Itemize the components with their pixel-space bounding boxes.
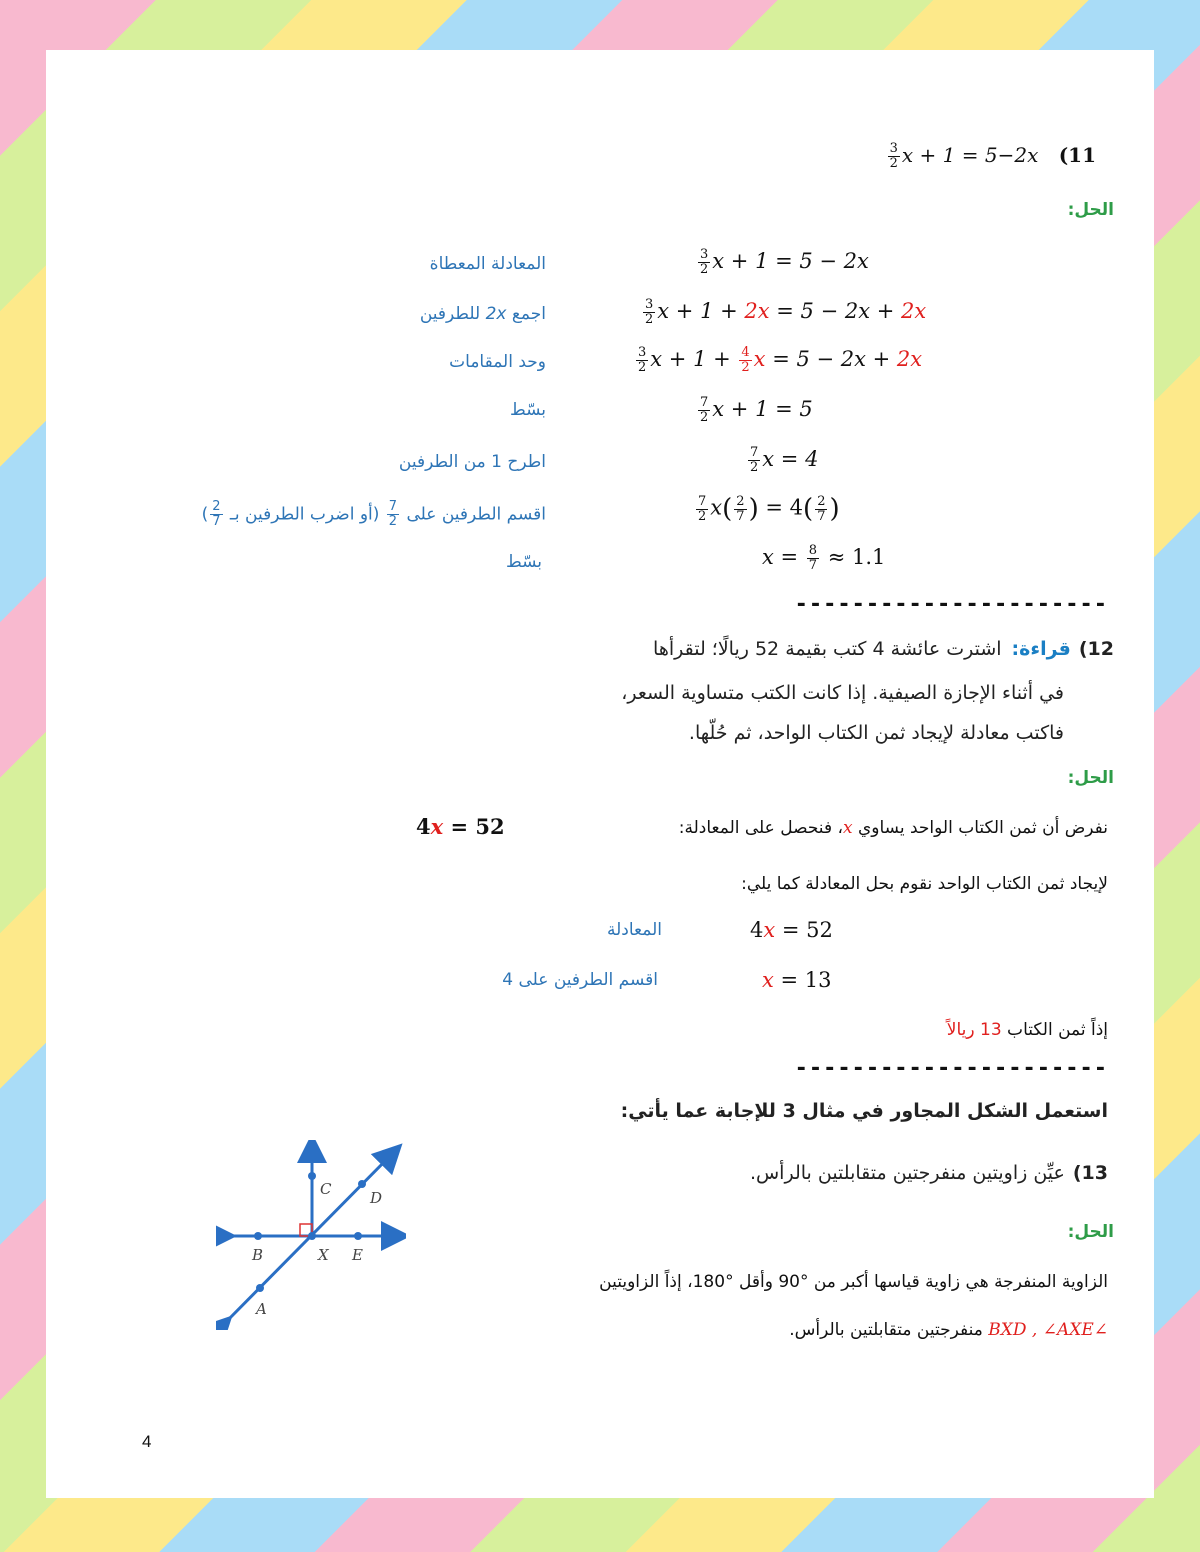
angle-figure (216, 1140, 406, 1330)
q12-step-2-eq: x = 13 (762, 968, 832, 992)
q11-note-7: بسّط (505, 552, 542, 572)
point-d (358, 1180, 366, 1188)
point-e (354, 1232, 362, 1240)
q12-method: لإيجاد ثمن الكتاب الواحد نقوم بحل المعادلة كما يلي: (741, 874, 1108, 894)
q12-line-1: 12)قراءة:اشترت عائشة 4 كتب بقيمة 52 ريالًا؛ لتقرأها (653, 638, 1114, 660)
q11-note-5: اطرح 1 من الطرفين (398, 452, 546, 472)
q13-question: 13)عيِّن زاويتين منفرجتين متقابلتين بالرأس. (749, 1162, 1108, 1184)
q11-frac: $\frac{3}{2}$ (889, 141, 898, 171)
label-b: B (252, 1246, 264, 1264)
q11-eq-line-4: $\frac{7}{2}$ x + 1 = 5 (700, 395, 813, 425)
label-c: C (320, 1180, 332, 1198)
label-d: D (370, 1189, 383, 1207)
q11-note-1: المعادلة المعطاة (429, 254, 546, 274)
point-a (256, 1284, 264, 1292)
q13-intro: استعمل الشكل المجاور في مثال 3 للإجابة عما يأتي: (620, 1100, 1108, 1122)
label-a: A (256, 1300, 267, 1318)
q12-step-1-eq: 4x = 52 (750, 918, 833, 942)
q11-number: (11 (1058, 143, 1096, 167)
q11-eq-line-5: $\frac{7}{2}$ x = 4 (750, 445, 819, 475)
q12-equation-bold: 4x = 52 (416, 814, 505, 839)
q11-note-6: اقسم الطرفين على $\frac{7}{2}$ (أو اضرب الطرفين بـ $\frac{2}{7}$ ) (201, 499, 546, 529)
q11-eq-line-6: $\frac{7}{2}$ x( $\frac{2}{7}$ ) = 4( $\frac{2}{7}$ ) (698, 493, 840, 524)
point-x (308, 1232, 316, 1240)
q12-step-1-note: المعادلة (607, 920, 662, 940)
line-ad (222, 1154, 392, 1326)
q11-solution-label: الحل: (1067, 200, 1114, 220)
point-c (308, 1172, 316, 1180)
q11-eq-line-2: $\frac{3}{2}$ x + 1 + 2x = 5 − 2x + 2x (645, 297, 927, 327)
q12-line-3: فاكتب معادلة لإيجاد ثمن الكتاب الواحد، ثم حُلّها. (688, 722, 1064, 744)
q12-line-2: في أثناء الإجازة الصيفية. إذا كانت الكتب متساوية السعر، (621, 682, 1064, 704)
divider-2: ---------------------- (794, 1056, 1108, 1081)
q13-solution-label: الحل: (1067, 1222, 1114, 1242)
label-x: X (318, 1246, 329, 1264)
point-b (254, 1232, 262, 1240)
q11-note-3: وحد المقامات (449, 352, 546, 372)
q11-heading: $\frac{3}{2}$ x + 1 = 5−2x (11 (889, 141, 1096, 171)
q11-eq-line-7: x = $\frac{8}{7}$ ≈ 1.1 (762, 543, 886, 573)
q11-eq-line-1: $\frac{3}{2}$ x + 1 = 5 − 2x (700, 247, 869, 277)
q13-answer-1: الزاوية المنفرجة هي زاوية قياسها أكبر من °90 وأقل °180، إذاً الزاويتين (599, 1272, 1108, 1292)
q12-step-2-note: اقسم الطرفين على 4 (502, 970, 658, 990)
q11-eq-line-3: $\frac{3}{2}$ x + 1 + $\frac{4}{2}$ x = 5 − 2x + 2x (638, 345, 923, 375)
q13-answer-2: ∠BXD , ∠AXE منفرجتين متقابلتين بالرأس. (789, 1320, 1108, 1340)
divider-1: ---------------------- (794, 592, 1108, 617)
page (46, 50, 1154, 1498)
page-number: 4 (142, 1432, 152, 1451)
q12-answer: إذاً ثمن الكتاب 13 ريالاً (946, 1020, 1108, 1040)
q12-solution-label: الحل: (1067, 768, 1114, 788)
q11-note-4: بسّط (509, 400, 546, 420)
q11-note-2: اجمع 2x للطرفين (419, 304, 546, 324)
label-e: E (352, 1246, 363, 1264)
q12-assumption: نفرض أن ثمن الكتاب الواحد يساوي x، فنحصل على المعادلة: (678, 818, 1108, 838)
